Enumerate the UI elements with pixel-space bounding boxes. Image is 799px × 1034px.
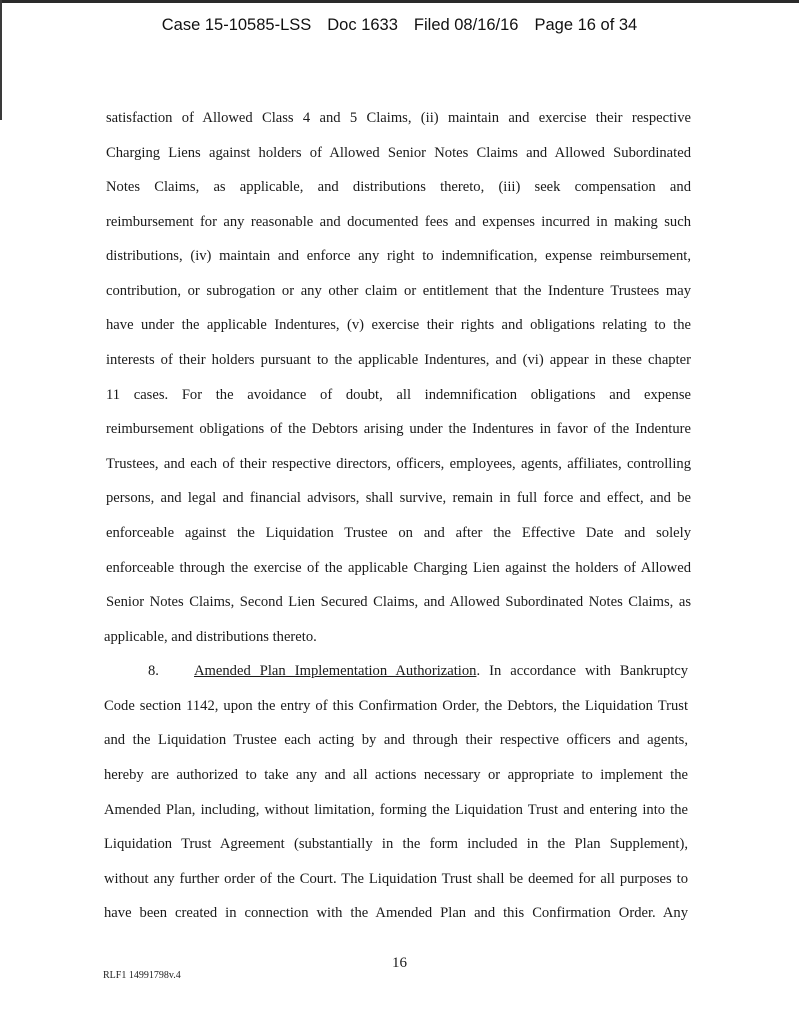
body-line: Notes Claims, as applicable, and distributions thereto, (iii) seek compensation and: [106, 179, 691, 195]
body-line: hereby are authorized to take any and all actions necessary or appropriate to implement the: [104, 767, 688, 783]
court-filing-header: [0, 16, 799, 35]
body-line: have under the applicable Indentures, (v) exercise their rights and obligations relating to the: [106, 317, 691, 333]
body-line: enforceable through the exercise of the applicable Charging Lien against the holders of Allowed: [106, 560, 691, 576]
body-line: Trustees, and each of their respective directors, officers, employees, agents, affiliates, controlling: [106, 456, 691, 472]
body-line: have been created in connection with the Amended Plan and this Confirmation Order. Any: [104, 905, 688, 921]
body-line: Code section 1142, upon the entry of this Confirmation Order, the Debtors, the Liquidation Trust: [104, 698, 688, 714]
doc-number: Doc 1633: [327, 16, 398, 34]
body-line: Amended Plan, including, without limitation, forming the Liquidation Trust and entering into the: [104, 802, 688, 818]
body-line: enforceable against the Liquidation Trustee on and after the Effective Date and solely: [106, 525, 691, 541]
section-heading-rest: . In accordance with Bankruptcy: [476, 663, 689, 679]
body-line: interests of their holders pursuant to the applicable Indentures, and (vi) appear in these chapter: [106, 352, 691, 368]
body-line: distributions, (iv) maintain and enforce any right to indemnification, expense reimbursement,: [106, 248, 691, 264]
body-line-last: applicable, and distributions thereto.: [104, 629, 317, 645]
case-number: Case 15-10585-LSS: [161, 16, 312, 34]
page-of-total: Page 16 of 34: [534, 16, 638, 34]
body-line: 11 cases. For the avoidance of doubt, all indemnification obligations and expense: [106, 387, 691, 403]
scan-edge-top: [0, 0, 799, 3]
document-id: RLF1 14991798v.4: [103, 970, 181, 981]
body-line: Charging Liens against holders of Allowed Senior Notes Claims and Allowed Subordinated: [106, 145, 691, 161]
body-line: reimbursement obligations of the Debtors arising under the Indentures in favor of the Indenture: [106, 421, 691, 437]
body-line: reimbursement for any reasonable and documented fees and expenses incurred in making such: [106, 214, 691, 230]
body-line: satisfaction of Allowed Class 4 and 5 Claims, (ii) maintain and exercise their respective: [106, 110, 691, 126]
body-line: without any further order of the Court. The Liquidation Trust shall be deemed for all purposes to: [104, 871, 688, 887]
body-line: Senior Notes Claims, Second Lien Secured Claims, and Allowed Subordinated Notes Claims, as: [106, 594, 691, 610]
body-line: and the Liquidation Trustee each acting by and through their respective officers and agents,: [104, 732, 688, 748]
filed-date: Filed 08/16/16: [413, 16, 519, 34]
section-number: 8.: [148, 663, 159, 679]
section-heading: Amended Plan Implementation Authorization: [194, 663, 477, 679]
body-line: Liquidation Trust Agreement (substantially in the form included in the Plan Supplement),: [104, 836, 688, 852]
body-line: persons, and legal and financial advisors, shall survive, remain in full force and effect, and be: [106, 490, 691, 506]
section-first-line: [194, 661, 688, 681]
body-line: contribution, or subrogation or any other claim or entitlement that the Indenture Trustees may: [106, 283, 691, 299]
page-number: 16: [392, 955, 407, 971]
